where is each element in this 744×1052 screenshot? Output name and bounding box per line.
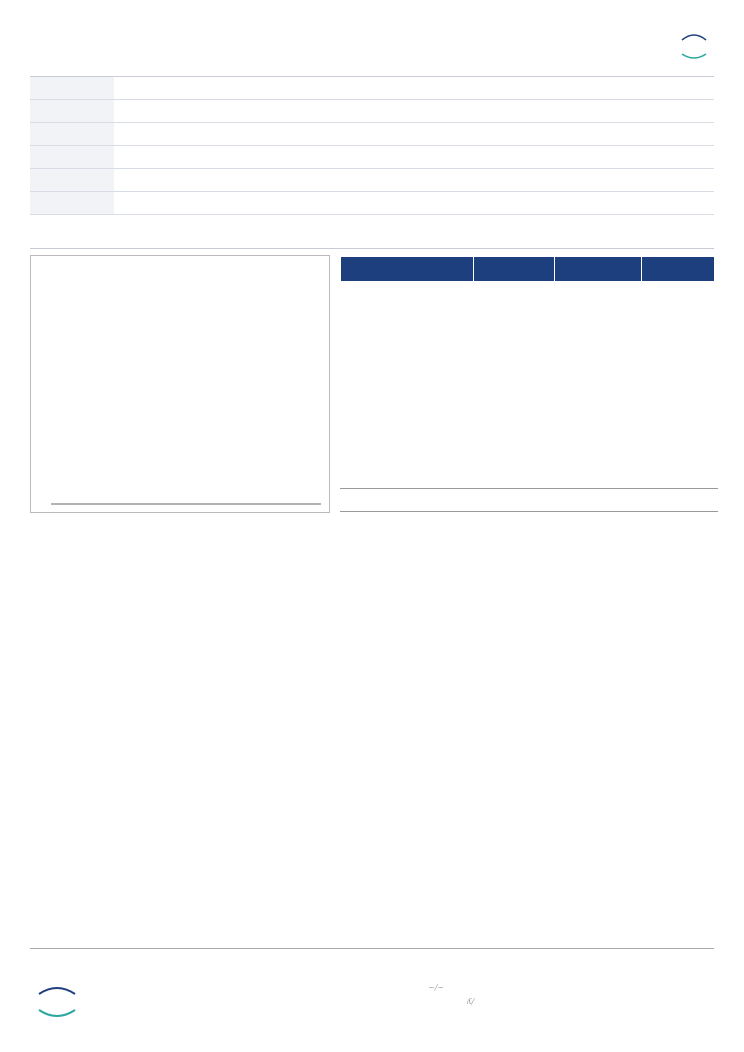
info-label	[30, 123, 114, 146]
divider	[340, 511, 718, 512]
info-label	[276, 146, 362, 169]
info-value	[114, 77, 492, 100]
info-value	[582, 169, 714, 192]
info-value	[582, 146, 714, 169]
staff-info	[428, 981, 474, 1009]
results-table	[340, 256, 715, 282]
divider	[340, 488, 718, 489]
info-label	[30, 100, 114, 123]
footer-divider	[30, 948, 714, 949]
info-value	[362, 169, 492, 192]
info-row	[30, 146, 714, 169]
col-header-fraction	[341, 257, 474, 282]
info-label	[276, 169, 362, 192]
col-header-quantity	[642, 257, 715, 282]
info-label	[30, 192, 114, 215]
info-row	[30, 192, 714, 215]
interpretation-body	[35, 556, 465, 570]
samkwang-logo-icon	[37, 980, 157, 1020]
info-label	[492, 169, 582, 192]
info-label	[492, 100, 582, 123]
info-label	[492, 146, 582, 169]
info-label	[30, 146, 114, 169]
info-value	[114, 192, 714, 215]
signature-icon: ʎ∕	[467, 997, 475, 1006]
info-value	[362, 123, 492, 146]
info-value	[114, 169, 276, 192]
results-header-row	[341, 257, 715, 282]
info-value	[582, 100, 714, 123]
info-value	[582, 123, 714, 146]
info-label	[492, 123, 582, 146]
info-value	[362, 100, 492, 123]
sml-logo-icon	[676, 28, 712, 62]
info-row	[30, 169, 714, 192]
info-value	[362, 146, 492, 169]
info-label	[30, 169, 114, 192]
section-divider	[30, 248, 714, 249]
info-value	[114, 100, 276, 123]
info-label	[276, 100, 362, 123]
col-header-reference	[555, 257, 642, 282]
col-header-result	[474, 257, 555, 282]
info-label	[492, 77, 582, 100]
info-row	[30, 100, 714, 123]
info-label	[30, 77, 114, 100]
info-row	[30, 77, 714, 100]
patient-info-table	[30, 76, 714, 215]
info-value	[114, 123, 276, 146]
electropherogram	[30, 255, 330, 513]
signature-icon: ~∕∼	[428, 983, 445, 992]
info-value	[582, 77, 714, 100]
info-value	[114, 146, 276, 169]
info-label	[276, 123, 362, 146]
info-row	[30, 123, 714, 146]
